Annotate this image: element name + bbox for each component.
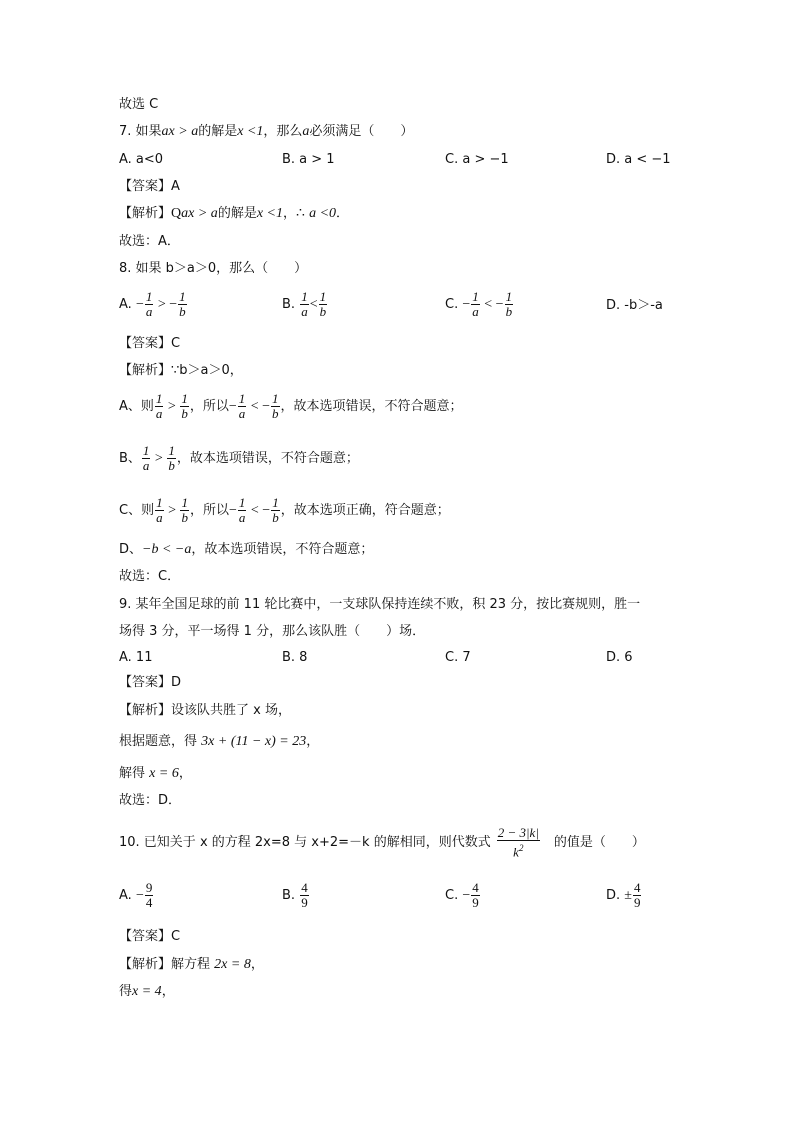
q7-answer: 【答案】A: [119, 179, 180, 194]
q8-analysis-b: B、 $\frac{1}{a}$ > $\frac{1}{b}$ ，故本选项错误，不符合题意；: [119, 443, 359, 473]
q9-option-c: C. 7: [445, 650, 471, 665]
q10-option-d: D. ± $\frac{4}{9}$: [606, 880, 641, 910]
q7-option-d: D. a < −1: [606, 152, 671, 167]
answer-choice-line: 故选 C: [119, 97, 159, 112]
question-9-stem-line1: 9. 某年全国足球的前 11 轮比赛中，一支球队保持连续不败，积 23 分，按比赛规则，胜一: [119, 597, 641, 612]
question-9-stem-line2: 场得 3 分，平一场得 1 分，那么该队胜（ ）场．: [119, 624, 426, 639]
q8-analysis-d: D、−b < −a，故本选项错误，不符合题意；: [119, 542, 374, 557]
q9-option-d: D. 6: [606, 650, 633, 665]
q8-option-d: D. -b＞-a: [606, 298, 663, 313]
q8-option-a: A. − $\frac{1}{a}$ > − $\frac{1}{b}$: [119, 289, 186, 319]
q7-option-c: C. a > −1: [445, 152, 509, 167]
q10-answer: 【答案】C: [119, 929, 181, 944]
q8-analysis-c: C、则 $\frac{1}{a}$ > $\frac{1}{b}$ ，所以− $\frac{1}{a}$ < − $\frac{1}{b}$ ，故本选项正确，符合题意；: [119, 495, 450, 525]
q10-option-b: B. $\frac{4}{9}$: [282, 880, 308, 910]
q10-analysis: 【解析】解方程 2x = 8，: [119, 957, 264, 972]
question-7-stem: 7. 如果ax > a的解是x <1，那么a必须满足（ ）: [119, 124, 414, 139]
q9-analysis: 【解析】设该队共胜了 x 场，: [119, 703, 291, 718]
q8-answer: 【答案】C: [119, 336, 181, 351]
q9-analysis-solution: 解得 x = 6，: [119, 766, 192, 781]
q9-answer: 【答案】D: [119, 675, 182, 690]
q9-final: 故选：D．: [119, 793, 182, 808]
q10-analysis-solution: 得x = 4，: [119, 984, 175, 999]
q8-analysis-a: A、则 $\frac{1}{a}$ > $\frac{1}{b}$ ，所以− $\frac{1}{a}$ < − $\frac{1}{b}$ ，故本选项错误，不符合题意；: [119, 391, 463, 421]
q7-final: 故选：A．: [119, 234, 180, 249]
q9-option-a: A. 11: [119, 650, 153, 665]
q8-analysis: 【解析】∵b＞a＞0，: [119, 363, 243, 378]
q10-option-a: A. − $\frac{9}{4}$: [119, 880, 153, 910]
q8-option-b: B. $\frac{1}{a}$ < $\frac{1}{b}$: [282, 289, 327, 319]
q9-option-b: B. 8: [282, 650, 308, 665]
q8-option-c: C. − $\frac{1}{a}$ < − $\frac{1}{b}$: [445, 289, 513, 319]
q8-final: 故选：C．: [119, 569, 181, 584]
q9-analysis-equation: 根据题意，得 3x + (11 − x) = 23，: [119, 734, 320, 749]
q10-option-c: C. − $\frac{4}{9}$: [445, 880, 479, 910]
question-8-stem: 8. 如果 b＞a＞0，那么（ ）: [119, 261, 308, 276]
question-10-stem: 10. 已知关于 x 的方程 2x=8 与 x+2=－k 的解相同，则代数式 $\frac{2 - 3|k|}{k^2}$ 的值是（ ）: [119, 825, 645, 860]
q7-analysis: 【解析】Qax > a的解是x <1，∴ a <0．: [119, 206, 350, 221]
q7-option-b: B. a > 1: [282, 152, 335, 167]
q7-option-a: A. a<0: [119, 152, 164, 167]
